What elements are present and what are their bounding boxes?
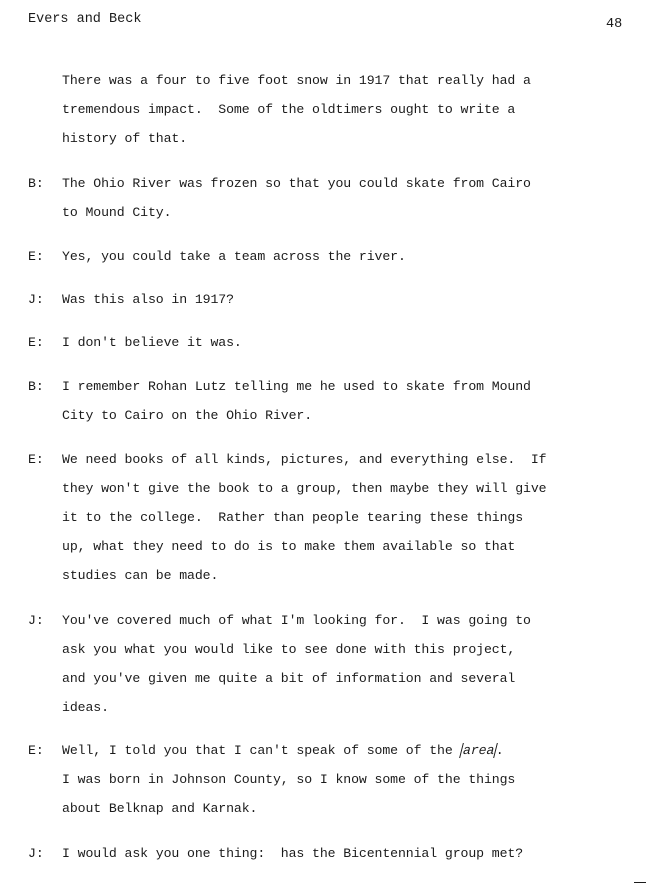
bracket-suffix: .: [495, 743, 504, 758]
page-header-left: Evers and Beck: [28, 12, 142, 27]
paragraph-line: There was a four to five foot snow in 1917 that really had a: [62, 73, 531, 88]
paragraph-line: history of that.: [62, 131, 188, 146]
speaker-label: B:: [28, 176, 44, 191]
paragraph-line: I don't believe it was.: [62, 335, 242, 350]
speaker-label: E:: [28, 249, 44, 264]
paragraph-line-text: Well, I told you that I can't speak of some of the: [62, 743, 461, 758]
speaker-label: E:: [28, 335, 44, 350]
paragraph-line: Yes, you could take a team across the river.: [62, 249, 406, 264]
speaker-label: J:: [28, 846, 44, 861]
paragraph-line: about Belknap and Karnak.: [62, 801, 258, 816]
paragraph-line: I was born in Johnson County, so I know some of the things: [62, 772, 516, 787]
paragraph-line: ideas.: [62, 700, 109, 715]
speaker-label: E:: [28, 743, 44, 758]
paragraph-line: to Mound City.: [62, 205, 172, 220]
paragraph-line: studies can be made.: [62, 568, 219, 583]
paragraph-line: and you've given me quite a bit of information and several: [62, 671, 516, 686]
paragraph-line: You've covered much of what I'm looking for. I was going to: [62, 613, 531, 628]
page-number: 48: [606, 17, 623, 32]
speaker-label: J:: [28, 613, 44, 628]
paragraph-line: Was this also in 1917?: [62, 292, 234, 307]
speaker-label: B:: [28, 379, 44, 394]
paragraph-line: it to the college. Rather than people tearing these things: [62, 510, 524, 525]
page-edge-mark: [634, 882, 646, 883]
paragraph-line: up, what they need to do is to make them available so that: [62, 539, 516, 554]
paragraph-line: I remember Rohan Lutz telling me he used to skate from Mound: [62, 379, 531, 394]
paragraph-line: The Ohio River was frozen so that you could skate from Cairo: [62, 176, 531, 191]
paragraph-line: City to Cairo on the Ohio River.: [62, 408, 313, 423]
speaker-label: E:: [28, 452, 44, 467]
paragraph-line: I would ask you one thing: has the Bicentennial group met?: [62, 846, 524, 861]
paragraph-line: they won't give the book to a group, then maybe they will give: [62, 481, 547, 496]
editorial-bracket: area: [460, 743, 496, 758]
paragraph-line: ask you what you would like to see done with this project,: [62, 642, 516, 657]
paragraph-line: We need books of all kinds, pictures, and everything else. If: [62, 452, 547, 467]
paragraph-line: tremendous impact. Some of the oldtimers ought to write a: [62, 102, 516, 117]
speaker-label: J:: [28, 292, 44, 307]
paragraph-line: [62, 743, 504, 758]
